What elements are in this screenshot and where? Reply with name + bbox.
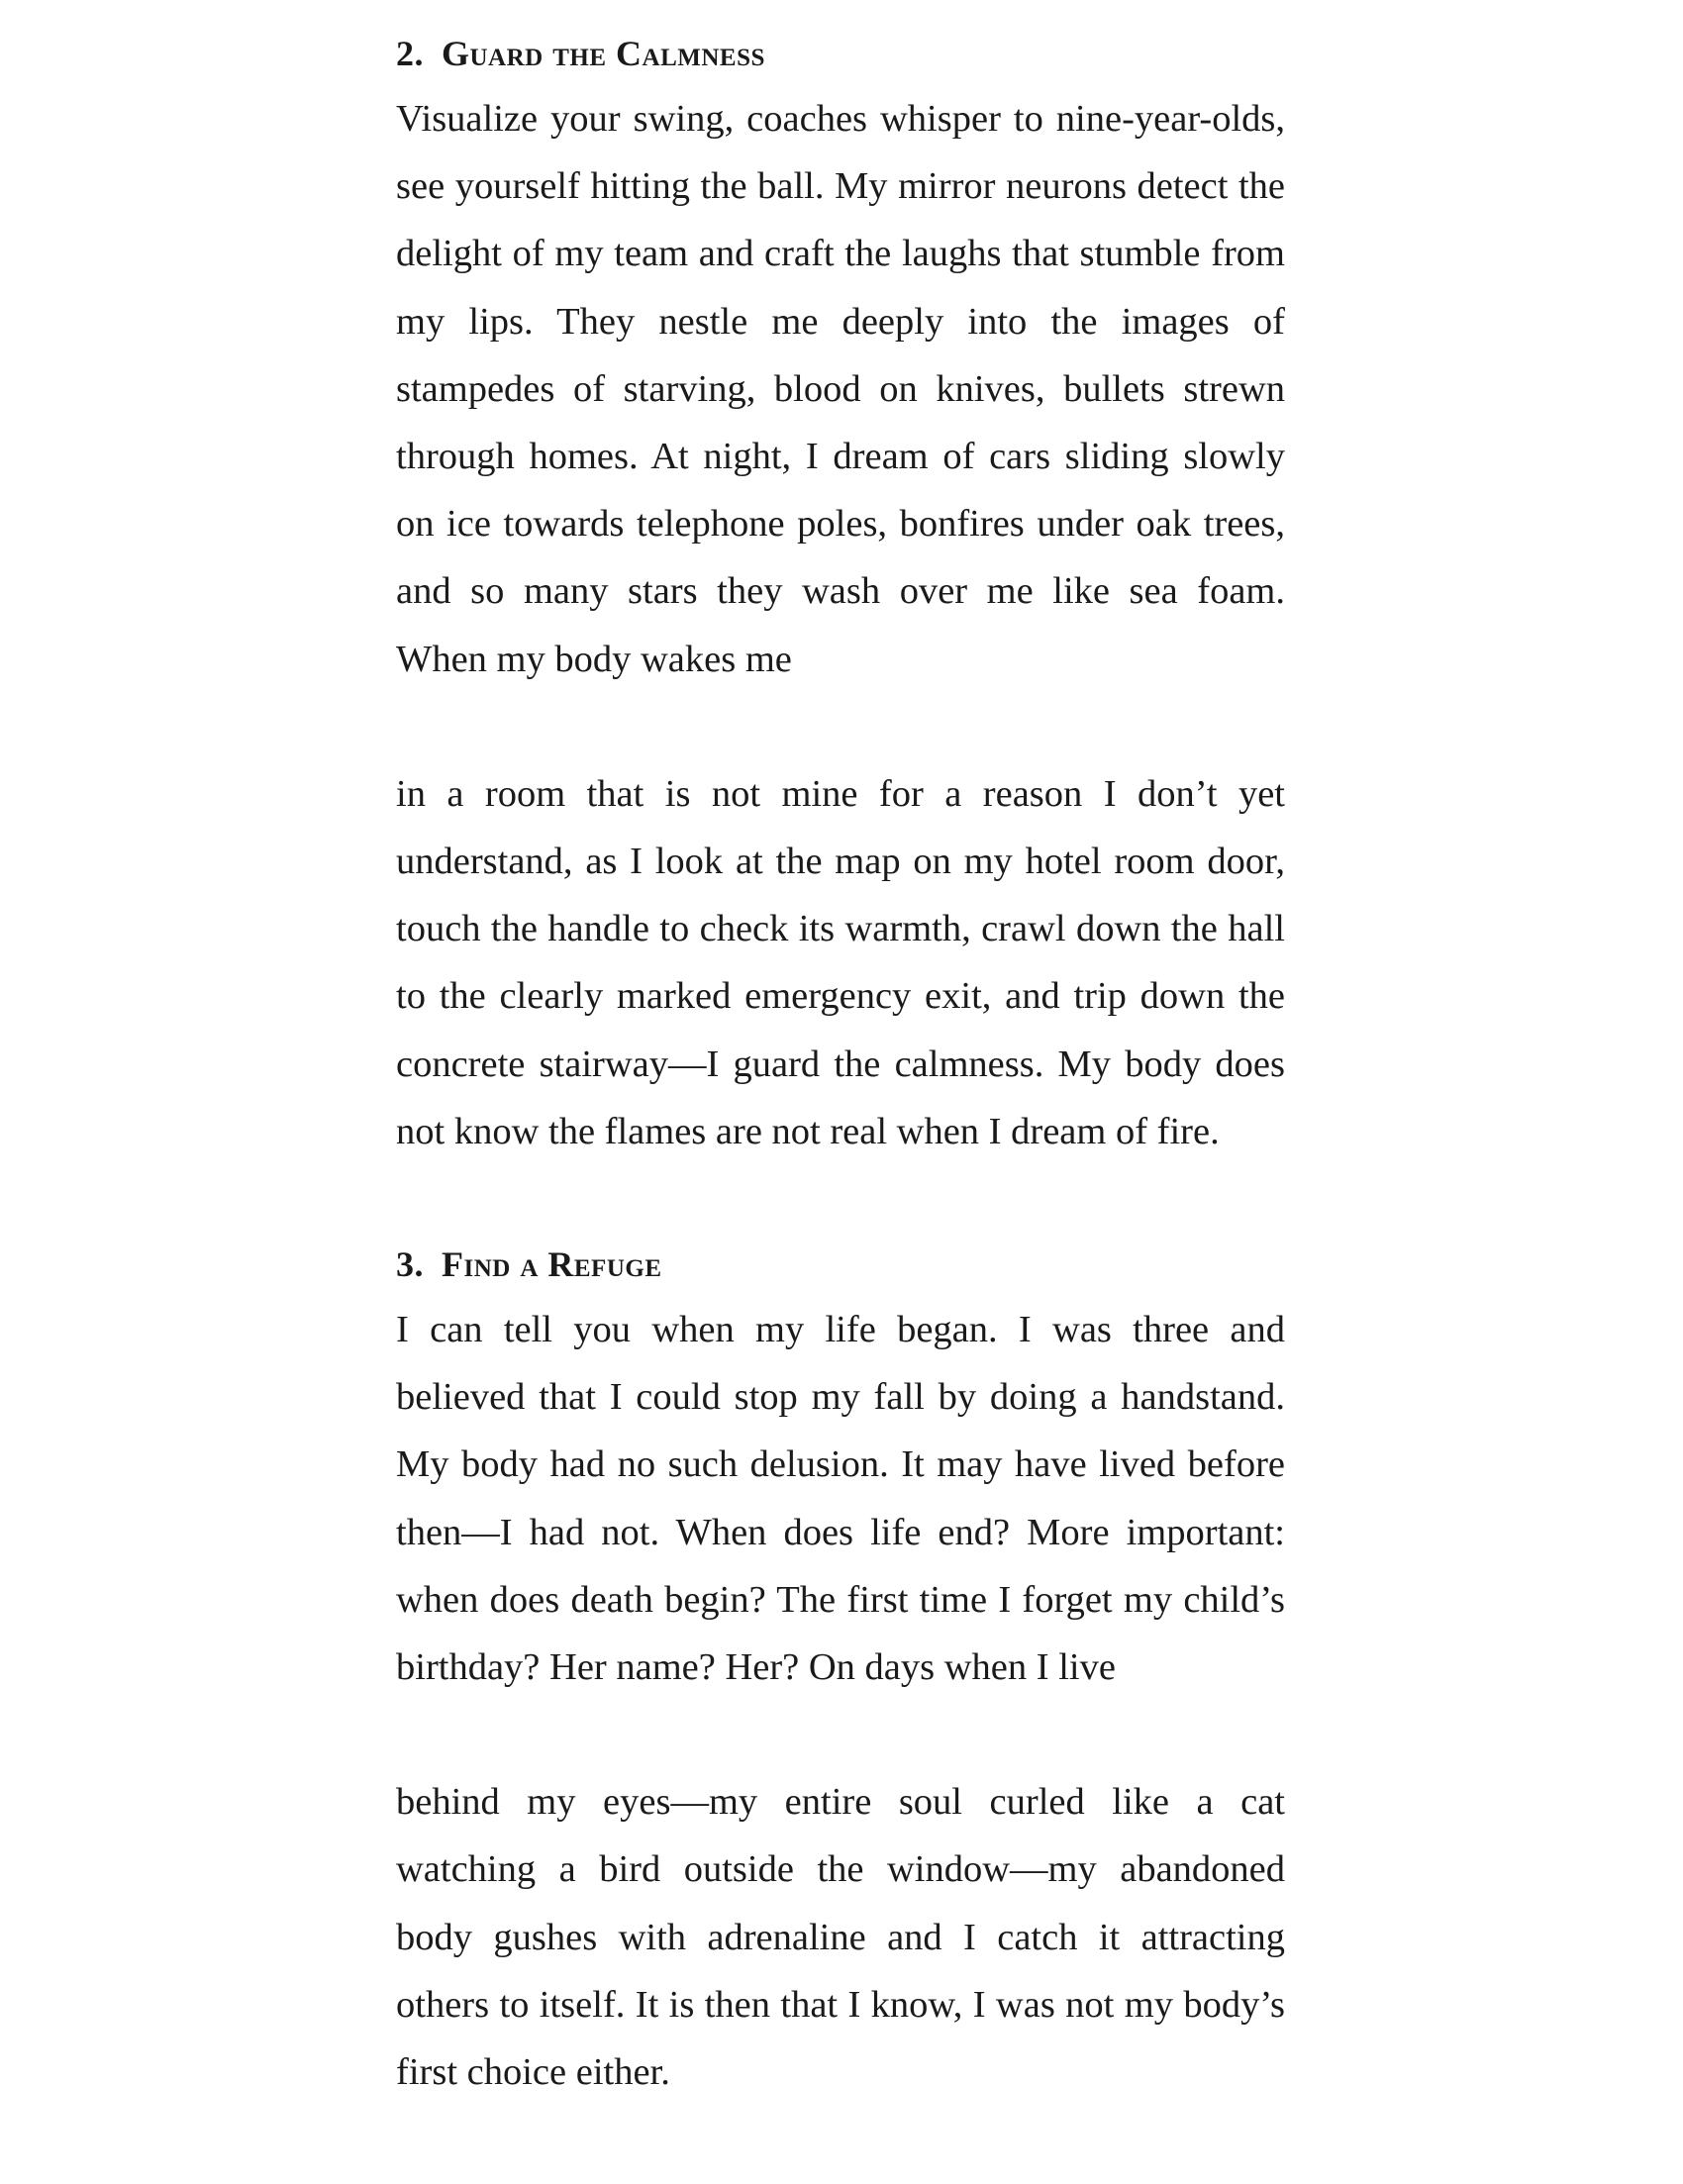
paragraph: I can tell you when my life began. I was three and believed that I could stop my fall by doing a handstand. My body had no such delusion. It may have lived before then—I had not. When does life end? More important: when does death begin? The first time I forget my child’s birthday? Her name? Her? On days when I live bbox=[396, 1309, 1285, 1689]
paragraph: Visualize your swing, coaches whisper to nine-year-olds, see yourself hitting the ball. My mirror neurons detect the delight of my team and craft the laughs that stumble from my lips. They nestle me deeply into the images of stampedes of starving, blood on knives, bullets strewn through homes. At night, I dream of cars sliding slowly on ice towards telephone poles, bonfires under oak trees, and so many stars they wash over me like sea foam. When my body wakes me bbox=[396, 98, 1285, 680]
stanza-break bbox=[396, 1701, 1285, 1768]
paragraph: behind my eyes—my entire soul curled like a cat watching a bird outside the window—my abandoned body gushes with adrenaline and I catch it attracting others to itself. It is then that I know, I was not my body’s first choice either. bbox=[396, 1781, 1285, 2094]
section-number: 3. bbox=[396, 1244, 424, 1285]
section-heading-3 bbox=[396, 1233, 1285, 1296]
section-number: 2. bbox=[396, 34, 424, 73]
text-column bbox=[396, 22, 1285, 2106]
section-heading-2 bbox=[396, 22, 1285, 85]
section-title: Guard the Calmness bbox=[442, 34, 765, 73]
stanza-break bbox=[396, 693, 1285, 760]
section-title: Find a Refuge bbox=[442, 1244, 662, 1285]
section-break bbox=[396, 1165, 1285, 1233]
paragraph: in a room that is not mine for a reason I don’t yet understand, as I look at the map on my hotel room door, touch the handle to check its warmth, crawl down the hall to the clearly marked emergency exit, and trip down the concrete stairway—I guard the calmness. My body does not know the flames are not real when I dream of fire. bbox=[396, 772, 1285, 1152]
